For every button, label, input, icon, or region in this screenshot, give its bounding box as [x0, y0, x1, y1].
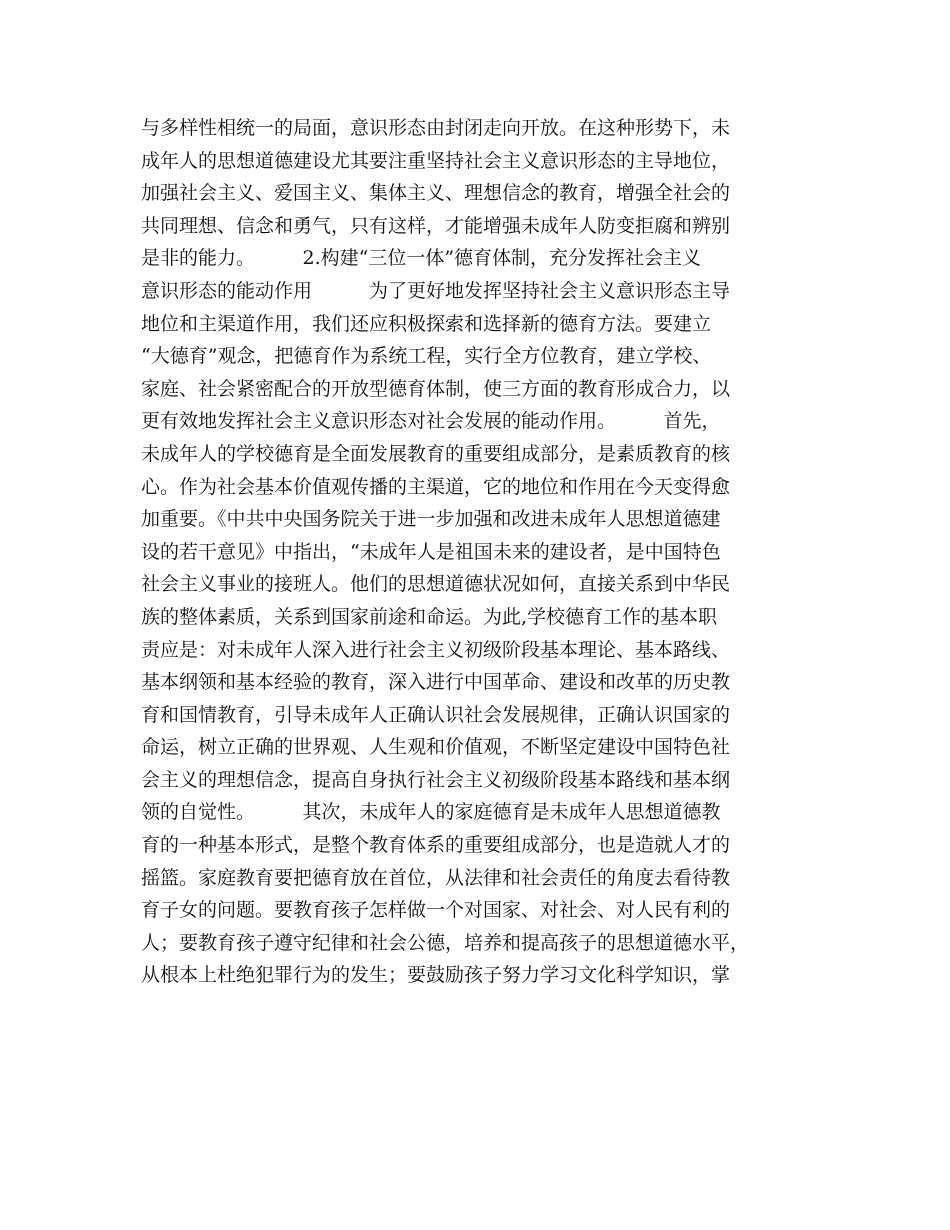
text-line: 会主义的理想信念，提高自身执行社会主义初级阶段基本路线和基本纲	[141, 768, 731, 791]
text-line: 心。作为社会基本价值观传播的主渠道，它的地位和作用在今天变得愈	[141, 475, 731, 498]
text-line: 育和国情教育，引导未成年人正确认识社会发展规律，正确认识国家的	[141, 703, 731, 726]
text-line: 加重要。《中共中央国务院关于进一步加强和改进未成年人思想道德建	[141, 508, 721, 531]
text-line: 育子女的问题。要教育孩子怎样做一个对国家、对社会、对人民有利的	[141, 899, 731, 922]
text-line: 共同理想、信念和勇气，只有这样，才能增强未成年人防变拒腐和辨别	[141, 214, 731, 237]
text-line: 人；要教育孩子遵守纪律和社会公德，培养和提高孩子的思想道德水平，	[141, 931, 750, 954]
text-line: “大德育”观念，把德育作为系统工程，实行全方位教育，建立学校、	[141, 345, 712, 368]
text-line: 育的一种基本形式，是整个教育体系的重要组成部分，也是造就人才的	[141, 834, 731, 857]
text-line: 是非的能力。 2.构建“三位一体”德育体制，充分发挥社会主义	[141, 247, 702, 270]
text-line: 领的自觉性。 其次，未成年人的家庭德育是未成年人思想道德教	[141, 801, 721, 824]
text-line: 加强社会主义、爱国主义、集体主义、理想信念的教育，增强全社会的	[141, 182, 731, 205]
text-line: 族的整体素质，关系到国家前途和命运。为此,学校德育工作的基本职	[141, 605, 718, 628]
text-line: 家庭、社会紧密配合的开放型德育体制，使三方面的教育形成合力，以	[141, 377, 731, 400]
text-line: 地位和主渠道作用，我们还应积极探索和选择新的德育方法。要建立	[141, 312, 712, 335]
body-text	[141, 112, 821, 992]
text-line: 基本纲领和基本经验的教育，深入进行中国革命、建设和改革的历史教	[141, 671, 731, 694]
text-line: 未成年人的学校德育是全面发展教育的重要组成部分，是素质教育的核	[141, 442, 731, 465]
text-line: 意识形态的能动作用 为了更好地发挥坚持社会主义意识形态主导	[141, 279, 731, 302]
text-line: 更有效地发挥社会主义意识形态对社会发展的能动作用。 首先，	[141, 410, 721, 433]
text-line: 与多样性相统一的局面，意识形态由封闭走向开放。在这种形势下，未	[141, 117, 731, 139]
text-line: 社会主义事业的接班人。他们的思想道德状况如何，直接关系到中华民	[141, 573, 731, 596]
text-line: 责应是：对未成年人深入进行社会主义初级阶段基本理论、基本路线、	[141, 638, 731, 661]
text-line: 从根本上杜绝犯罪行为的发生；要鼓励孩子努力学习文化科学知识，掌	[141, 964, 731, 987]
text-line: 成年人的思想道德建设尤其要注重坚持社会主义意识形态的主导地位，	[141, 149, 731, 172]
text-line: 命运，树立正确的世界观、人生观和价值观，不断坚定建设中国特色社	[141, 736, 731, 759]
text-line: 设的若干意见》中指出，“未成年人是祖国未来的建设者，是中国特色	[141, 540, 721, 563]
text-line: 摇篮。家庭教育要把德育放在首位，从法律和社会责任的角度去看待教	[141, 866, 731, 889]
